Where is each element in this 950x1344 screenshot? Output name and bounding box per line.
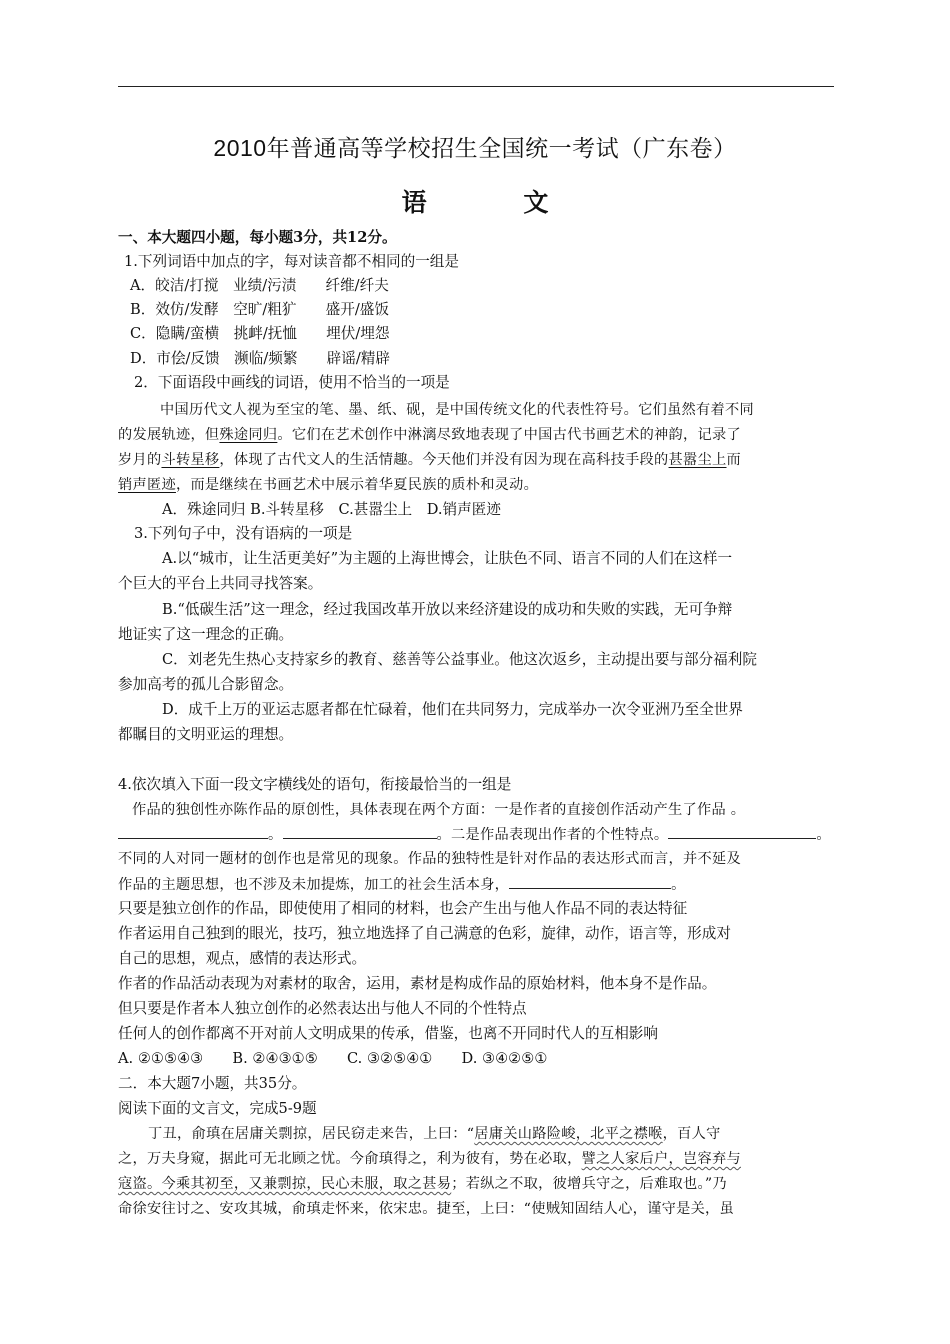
q3-line: 参加高考的孤儿合影留念。 — [118, 676, 294, 693]
q2-passage-line-4: 销声匿迹，而是继续在书画艺术中展示着华夏民族的质朴和灵动。 — [118, 477, 539, 493]
q1-option-a: A．皎洁/打搅 业绩/污渍 纤维/纤夫 — [130, 277, 389, 294]
q4-item: 但只要是作者本人独立创作的必然表达出与他人不同的个性特点 — [118, 1000, 527, 1017]
q1-option-d: D．市侩/反馈 濒临/频繁 辟谣/精辟 — [130, 350, 390, 367]
answer-blank — [668, 824, 816, 839]
q2-passage-line-3: 岁月的斗转星移，体现了古代文人的生活情趣。今天他们并没有因为现在高科技手段的甚嚣尘上而 — [118, 452, 741, 468]
q3-line: C．刘老先生热心支持家乡的教育、慈善等公益事业。他这次返乡，主动提出要与部分福利院 — [162, 651, 757, 668]
section2-intro: 阅读下面的文言文，完成5-9题 — [118, 1100, 317, 1117]
q1-stem: 1.下列词语中加点的字，每对读音都不相同的一组是 — [124, 253, 459, 270]
q3-line: 都瞩目的文明亚运的理想。 — [118, 726, 294, 743]
q4-item: 任何人的创作都离不开对前人文明成果的传承，借鉴，也离不开同时代人的互相影响 — [118, 1025, 658, 1042]
answer-blank — [509, 874, 671, 889]
classical-text-line-4: 命徐安往讨之、安攻其城，俞瑱走怀来，依宋忠。捷至，上曰：“使贼知固结人心，谨守是关，虽 — [118, 1201, 735, 1217]
q2-passage-line-2: 的发展轨迹，但殊途同归。它们在艺术创作中淋漓尽致地表现了中国古代书画艺术的神韵，记录了 — [118, 427, 741, 443]
q4-passage-line-1: 作品的独创性亦陈作品的原创性，具体表现在两个方面：一是作者的直接创作活动产生了作品 。 — [132, 802, 746, 818]
q4-item: 自己的思想，观点，感情的表达形式。 — [118, 950, 367, 967]
q3-line: A.以“城市，让生活更美好”为主题的上海世博会，让肤色不同、语言不同的人们在这样一 — [162, 550, 733, 567]
q2-stem: 2．下面语段中画线的词语，使用不恰当的一项是 — [134, 374, 450, 391]
answer-blank — [283, 824, 437, 839]
subject-title: 语 文 — [401, 188, 593, 217]
q3-line: 个巨大的平台上共同寻找答案。 — [118, 575, 323, 592]
q1-option-b: B．效仿/发酵 空旷/粗犷 盛开/盛饭 — [130, 301, 389, 318]
q3-line: B.“低碳生活”这一理念，经过我国改革开放以来经济建设的成功和失败的实践，无可争辩 — [162, 601, 733, 618]
exam-title: 2010年普通高等学校招生全国统一考试（广东卷） — [213, 135, 737, 161]
underlined-phrase: 殊途同归 — [219, 427, 278, 443]
q2-options: A．殊途同归 B.斗转星移 C.甚嚣尘上 D.销声匿迹 — [162, 501, 501, 518]
q3-line: 地证实了这一理念的正确。 — [118, 626, 294, 643]
q4-item: 只要是独立创作的作品，即使使用了相同的材料，也会产生出与他人作品不同的表达特征 — [118, 900, 688, 917]
underlined-phrase: 销声匿迹 — [118, 477, 176, 493]
wavy-underlined-phrase: 居庸关山路险峻，北平之襟喉 — [474, 1126, 663, 1142]
q4-item: 作者的作品活动表现为对素材的取舍，运用，素材是构成作品的原始材料，他本身不是作品。 — [118, 975, 717, 992]
header-rule — [118, 86, 834, 87]
underlined-phrase: 甚嚣尘上 — [668, 452, 727, 468]
wavy-underlined-phrase: 譬之人家后户，岂容弃与 — [581, 1151, 741, 1167]
q1-option-c: C．隐瞒/蛮横 挑衅/抚恤 埋伏/埋怨 — [130, 325, 390, 342]
q4-passage-line-4: 作品的主题思想，也不涉及未加提炼，加工的社会生活本身， 。 — [118, 874, 686, 895]
classical-text-line-1: 丁丑，俞瑱在居庸关剽掠，居民窃走来告，上曰：“居庸关山路险峻，北平之襟喉，百人守 — [148, 1126, 721, 1142]
underlined-phrase: 斗转星移 — [161, 452, 220, 468]
q3-line: D．成千上万的亚运志愿者都在忙碌着，他们在共同努力，完成举办一次令亚洲乃至全世界 — [162, 701, 743, 718]
q4-passage-line-3: 不同的人对同一题材的创作也是常见的现象。作品的独特性是针对作品的表达形式而言，并不延及 — [118, 851, 741, 867]
section1-heading: 一、本大题四小题，每小题3分，共12分。 — [118, 229, 397, 246]
q4-options: A. ②①⑤④③ B. ②④③①⑤ C. ③②⑤④① D. ③④②⑤① — [118, 1050, 548, 1067]
q4-stem: 4.依次填入下面一段文字横线处的语句，衔接最恰当的一组是 — [118, 776, 512, 793]
q2-passage-line-1: 中国历代文人视为至宝的笔、墨、纸、砚，是中国传统文化的代表性符号。它们虽然有着不同 — [160, 402, 754, 418]
section2-heading: 二．本大题7小题，共35分。 — [118, 1075, 307, 1092]
q4-passage-line-2: 。 。二是作品表现出作者的个性特点。 。 — [118, 824, 831, 845]
q4-item: 作者运用自己独到的眼光，技巧，独立地选择了自己满意的色彩，旋律，动作，语言等，形成对 — [118, 925, 731, 942]
wavy-underlined-phrase: 寇盗。今乘其初至，又兼剽掠，民心未服，取之甚易 — [118, 1176, 452, 1192]
q3-stem: 3.下列句子中，没有语病的一项是 — [134, 525, 353, 542]
classical-text-line-2: 之，万夫身窥，据此可无北顾之忧。今俞瑱得之，利为彼有，势在必取，譬之人家后户，岂容弃与 — [118, 1151, 741, 1167]
answer-blank — [118, 824, 268, 839]
classical-text-line-3: 寇盗。今乘其初至，又兼剽掠，民心未服，取之甚易；若纵之不取，彼增兵守之，后难取也。”乃 — [118, 1176, 727, 1192]
